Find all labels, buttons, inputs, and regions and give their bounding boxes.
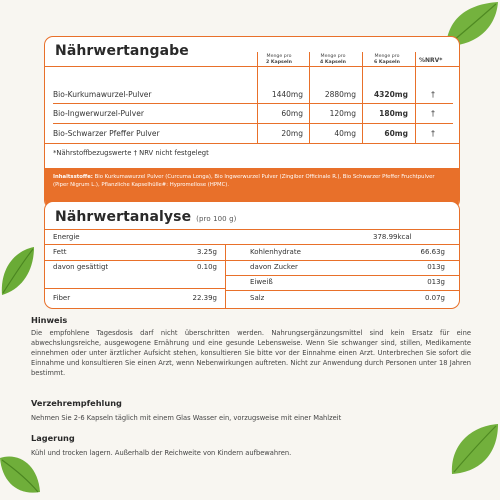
fiber-label: Fiber — [53, 294, 71, 302]
eiweiss-label: Eiweiß — [250, 278, 273, 286]
col-head-line: 6 Kapseln — [374, 59, 400, 65]
row-value-6: 180mg — [379, 109, 408, 118]
row-value-4: 40mg — [334, 129, 356, 138]
footnote: *Nährstoffbezugswerte † NRV nicht festgelegt — [53, 149, 209, 157]
fett-label: Fett — [53, 248, 67, 256]
fett-value: 3.25g — [196, 248, 217, 256]
table-row — [45, 86, 459, 104]
col-head-2-kapseln — [255, 54, 303, 66]
column-separator — [225, 244, 226, 309]
row-value-2: 20mg — [281, 129, 303, 138]
zucker-value: 013g — [427, 263, 445, 271]
divider — [53, 103, 453, 104]
energie-label: Energie — [53, 233, 80, 241]
row-nrv: † — [431, 109, 435, 118]
verzehr-section — [31, 398, 471, 423]
divider — [45, 66, 459, 67]
lagerung-text: Kühl und trocken lagern. Außerhalb der Reichweite von Kindern aufbewahren. — [31, 449, 292, 457]
zucker-label: davon Zucker — [250, 263, 298, 271]
col-head-line: 2 Kapseln — [266, 59, 292, 65]
divider — [45, 229, 459, 230]
row-value-2: 1440mg — [271, 90, 303, 99]
fiber-value: 22.39g — [192, 294, 217, 302]
divider — [45, 288, 226, 289]
ingredients-text: Bio Kurkumawurzel Pulver (Curcuma Longa), Bio Ingwerwurzel Pulver (Zingiber Officinale R.), Bio Schwarzer Pfeffer Fruchtpulver (Piper Nigrum L.), Pflanzliche Kapselhülle#: Hypromellose (HPMC). — [53, 174, 435, 188]
naehrwertanalyse-subtitle: (pro 100 g) — [196, 215, 237, 223]
divider — [53, 123, 453, 124]
col-head-line: Menge pro — [320, 54, 346, 59]
divider — [226, 260, 460, 261]
table-row — [45, 105, 459, 123]
naehrwertanalyse-title — [55, 209, 236, 225]
divider — [45, 244, 459, 245]
salz-value: 0.07g — [424, 294, 445, 302]
row-value-6: 60mg — [384, 129, 408, 138]
gesaettigt-label: davon gesättigt — [53, 263, 109, 271]
divider — [226, 290, 460, 291]
row-name: Bio-Ingwerwurzel-Pulver — [53, 109, 144, 118]
salz-label: Salz — [250, 294, 265, 302]
verzehr-title: Verzehrempfehlung — [31, 398, 122, 408]
energie-value: 378.99kcal — [373, 233, 412, 241]
naehrwertanalyse-title-text: Nährwertanalyse — [55, 209, 192, 225]
col-head-line: Menge pro — [374, 54, 400, 59]
lagerung-title: Lagerung — [31, 433, 75, 443]
naehrwertangabe-panel — [44, 36, 460, 209]
col-head-line: Menge pro — [266, 54, 292, 59]
col-head-6-kapseln — [363, 54, 411, 66]
leaf-icon — [0, 245, 36, 297]
verzehr-text: Nehmen Sie 2-6 Kapseln täglich mit einem Glas Wasser ein, vorzugsweise mit einer Mahlzeit — [31, 414, 342, 422]
row-value-4: 2880mg — [324, 90, 356, 99]
eiweiss-value: 013g — [427, 278, 445, 286]
divider — [226, 275, 460, 276]
col-head-nrv: %NRV* — [419, 57, 443, 64]
hinweis-section — [31, 315, 471, 378]
col-head-4-kapseln — [309, 54, 357, 66]
hinweis-text: Die empfohlene Tagesdosis darf nicht überschritten werden. Nahrungsergänzungsmittel sind kein Ersatz für eine abwechslungsreiche, ausgewogene Ernährung und eine gesunde Lebensweise. Wenn Sie schwanger sind, stillen, Medikamente einnehmen oder unter ärztlicher Aufsicht stehen, konsultieren Sie bitte vor der Einnahme einen Arzt. Unterbrechen Sie sofort die Einnahme und konsultieren Sie einen Arzt, wenn Nebenwirkungen auftreten. Nicht zur Anwendung durch Personen unter 18 Jahren bestimmt. — [31, 329, 471, 377]
row-value-4: 120mg — [329, 109, 356, 118]
divider — [45, 260, 226, 261]
col-head-line: 4 Kapseln — [320, 59, 346, 65]
gesaettigt-value: 0.10g — [196, 263, 217, 271]
ingredients-label: Inhaltsstoffe: — [53, 174, 93, 180]
row-value-2: 60mg — [281, 109, 303, 118]
divider — [45, 143, 459, 144]
kohlenhydrate-label: Kohlenhydrate — [250, 248, 301, 256]
hinweis-title: Hinweis — [31, 315, 68, 325]
kohlenhydrate-value: 66.63g — [420, 248, 445, 256]
row-nrv: † — [431, 90, 435, 99]
row-name: Bio-Kurkumawurzel-Pulver — [53, 90, 152, 99]
row-name: Bio-Schwarzer Pfeffer Pulver — [53, 129, 160, 138]
row-nrv: † — [431, 129, 435, 138]
lagerung-section — [31, 433, 471, 458]
naehrwertanalyse-panel — [44, 201, 460, 309]
table-row — [45, 125, 459, 143]
row-value-6: 4320mg — [373, 90, 408, 99]
naehrwertangabe-title: Nährwertangabe — [55, 43, 189, 59]
